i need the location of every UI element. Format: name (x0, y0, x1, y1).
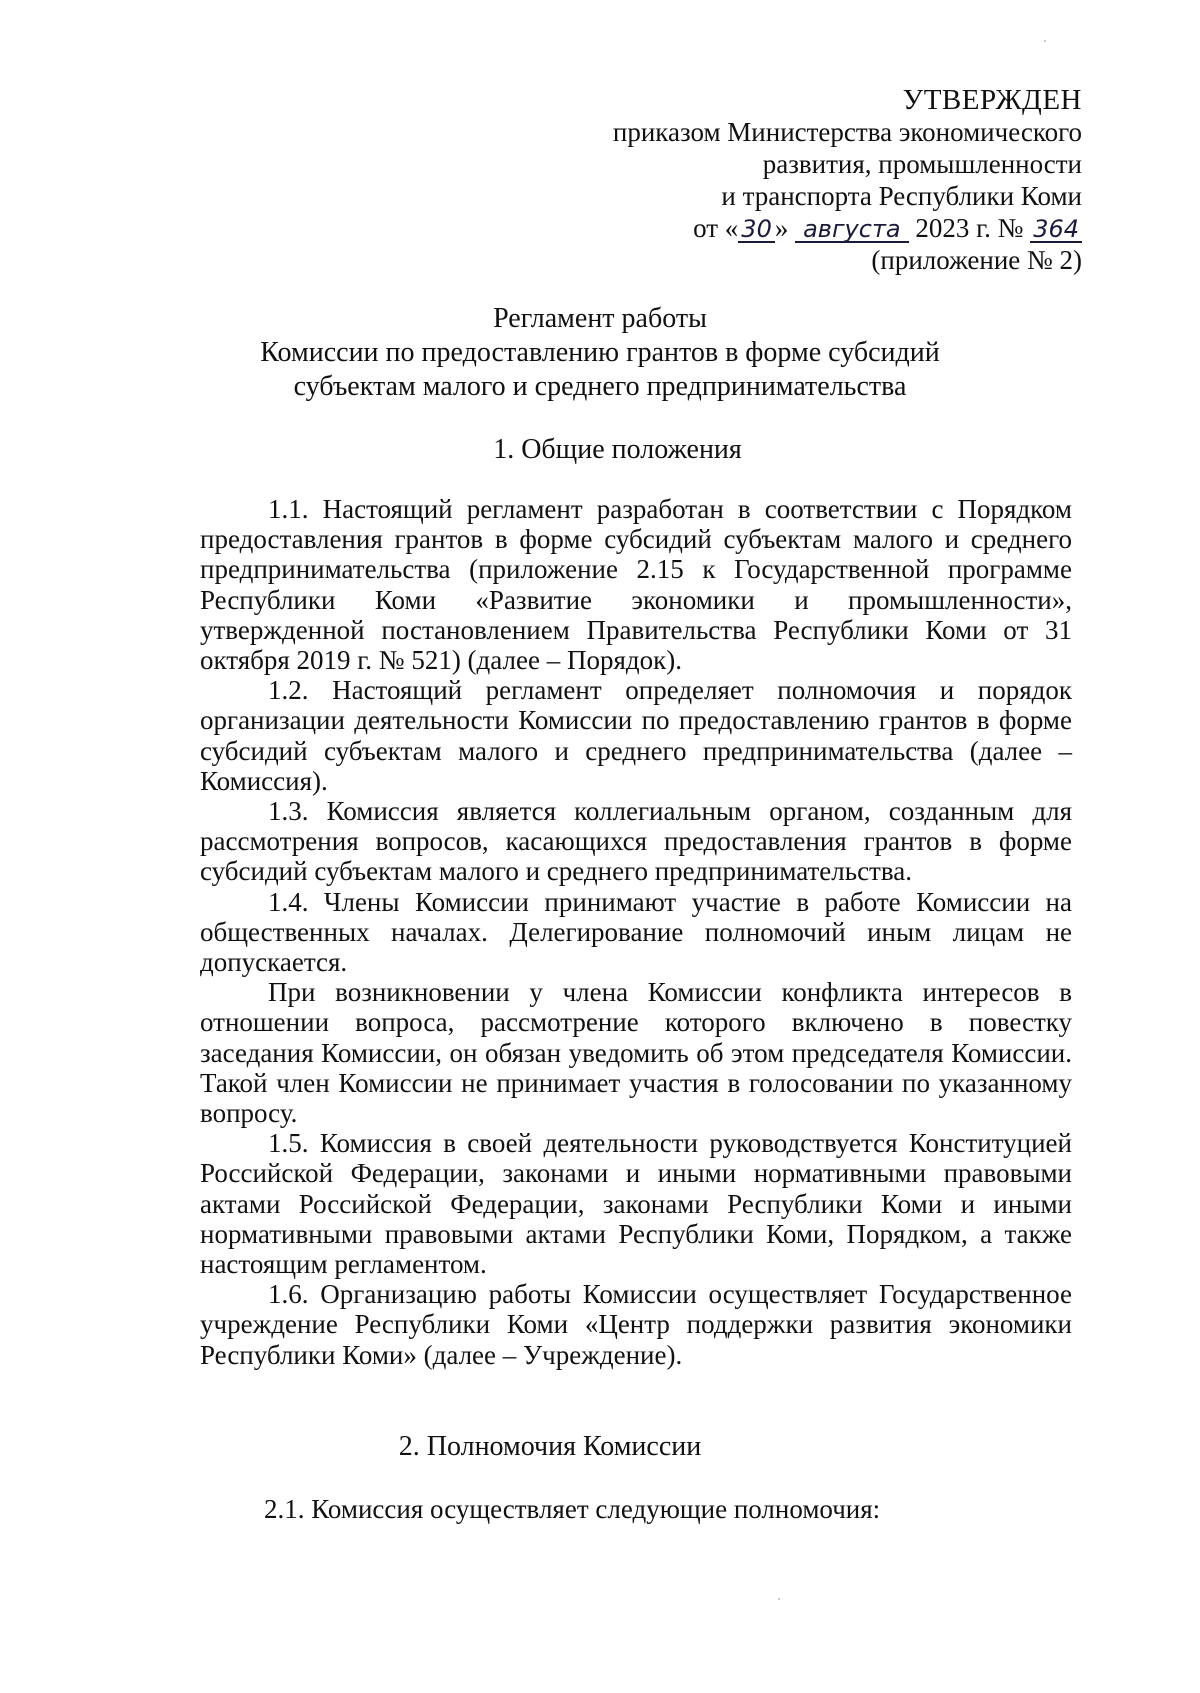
handwritten-day: 30 (738, 217, 775, 243)
approval-appendix: (приложение № 2) (871, 245, 1082, 275)
section-2-heading: 2. Полномочия Комиссии (398, 1431, 702, 1462)
date-year: 2023 г. № (908, 213, 1031, 243)
scan-speck (1044, 40, 1046, 42)
approval-date-line (613, 212, 1082, 244)
document-title (200, 302, 1000, 404)
date-mid: » (774, 213, 789, 243)
approval-block (613, 84, 1082, 276)
scan-speck (778, 1598, 780, 1600)
approval-line-3: и транспорта Республики Коми (721, 181, 1082, 211)
title-line-1: Регламент работы (493, 303, 707, 334)
title-line-3: субъектам малого и среднего предпринимательства (293, 371, 907, 402)
handwritten-month: августа (795, 217, 909, 243)
paragraph-1-4-conflict: При возникновении у члена Комиссии конфликта интересов в отношении вопроса, рассмотрение которого включено в повестку заседания Комиссии, он обязан уведомить об этом председателя Комиссии. Такой член Комиссии не принимает участия в голосовании по указанному вопросу. (200, 977, 1072, 1129)
paragraph-1-3: 1.3. Комиссия является коллегиальным органом, созданным для рассмотрения вопросов, касающихся предоставления грантов в форме субсидий субъектам малого и среднего предпринимательства. (200, 796, 1072, 887)
paragraph-1-6: 1.6. Организацию работы Комиссии осуществляет Государственное учреждение Республики Коми «Центр поддержки развития экономики Республики Коми» (далее – Учреждение). (200, 1279, 1072, 1370)
approval-heading: УТВЕРЖДЕН (902, 84, 1082, 116)
approval-line-1: приказом Министерства экономического (612, 117, 1082, 147)
paragraph-1-2: 1.2. Настоящий регламент определяет полномочия и порядок организации деятельности Комиссии по предоставлению грантов в форме субсидий субъектам малого и среднего предпринимательства (далее – Комиссия). (200, 675, 1072, 796)
paragraph-1-5: 1.5. Комиссия в своей деятельности руководствуется Конституцией Российской Федерации, законами и иными нормативными правовыми актами Российской Федерации, законами Республики Коми и иными нормативными правовыми актами Республики Коми, Порядком, а также настоящим регламентом. (200, 1128, 1072, 1280)
handwritten-order-number: 364 (1030, 217, 1082, 243)
paragraph-1-1: 1.1. Настоящий регламент разработан в соответствии с Порядком предоставления грантов в форме субсидий субъектам малого и среднего предпринимательства (приложение 2.15 к Государственной программе Республики Коми «Развитие экономики и промышленности», утвержденной постановлением Правительства Республики Коми от 31 октября 2019 г. № 521) (далее – Порядок). (200, 494, 1072, 676)
section-1-body (200, 494, 1072, 1370)
paragraph-2-1: 2.1. Комиссия осуществляет следующие полномочия: (264, 1494, 881, 1524)
section-1-heading: 1. Общие положения (493, 434, 742, 465)
paragraph-1-4: 1.4. Члены Комиссии принимают участие в работе Комиссии на общественных началах. Делегирование полномочий иным лицам не допускается. (200, 886, 1072, 978)
title-line-2: Комиссии по предоставлению грантов в форме субсидий (260, 337, 940, 368)
approval-line-2: развития, промышленности (762, 149, 1082, 179)
date-prefix: от « (693, 213, 739, 243)
